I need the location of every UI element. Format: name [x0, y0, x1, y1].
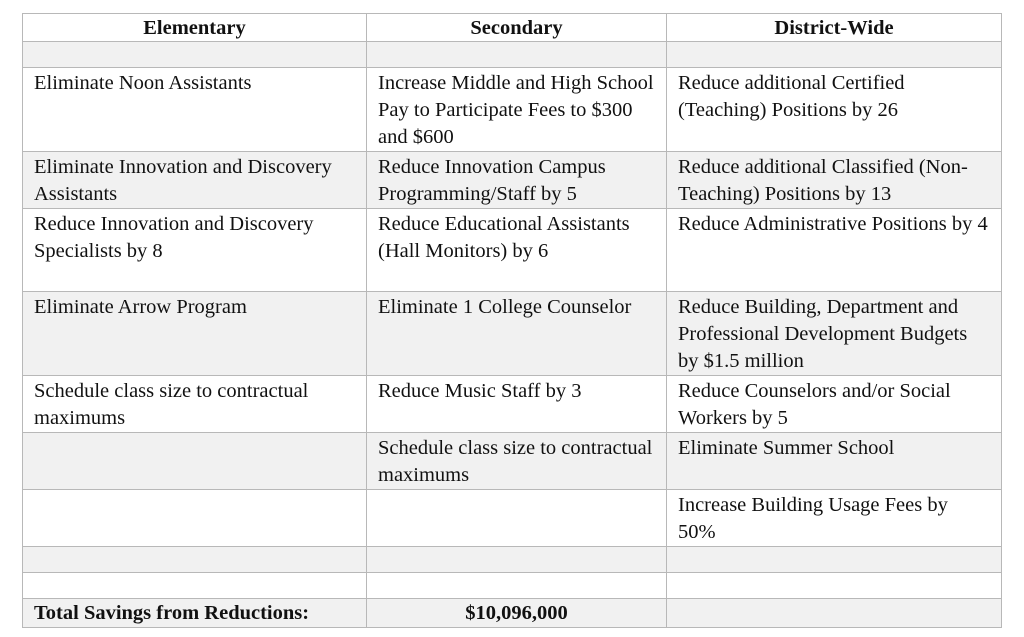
table-cell: Reduce additional Certified (Teaching) Positions by 26 [667, 68, 1002, 152]
table-cell: Reduce Innovation and Discovery Specialists by 8 [23, 209, 367, 292]
table-cell: Increase Building Usage Fees by 50% [667, 490, 1002, 547]
table-row [23, 490, 1002, 547]
table-cell: Reduce Building, Department and Professional Development Budgets by $1.5 million [667, 292, 1002, 376]
spacer-row [23, 573, 1002, 599]
table-cell: Reduce Counselors and/or Social Workers by 5 [667, 376, 1002, 433]
table-cell: Reduce Innovation Campus Programming/Staff by 5 [367, 152, 667, 209]
table-cell: Reduce Educational Assistants (Hall Monitors) by 6 [367, 209, 667, 292]
table-cell [367, 547, 667, 573]
table-cell [667, 599, 1002, 628]
table-cell [667, 573, 1002, 599]
table-cell [367, 573, 667, 599]
budget-reductions-table [22, 13, 1002, 628]
table-cell: Schedule class size to contractual maximums [23, 376, 367, 433]
total-label: Total Savings from Reductions: [23, 599, 367, 628]
table-cell: Reduce Administrative Positions by 4 [667, 209, 1002, 292]
table-cell: Eliminate 1 College Counselor [367, 292, 667, 376]
table-cell: Reduce additional Classified (Non-Teaching) Positions by 13 [667, 152, 1002, 209]
spacer-row [23, 547, 1002, 573]
column-header-secondary: Secondary [367, 14, 667, 42]
table-row [23, 152, 1002, 209]
table-cell [23, 42, 367, 68]
total-row [23, 599, 1002, 628]
table-row [23, 292, 1002, 376]
table-cell: Eliminate Innovation and Discovery Assistants [23, 152, 367, 209]
table-cell [23, 490, 367, 547]
header-row [23, 14, 1002, 42]
table-row [23, 209, 1002, 292]
table-cell [23, 433, 367, 490]
table-cell [667, 547, 1002, 573]
table-cell [23, 573, 367, 599]
table-cell [367, 490, 667, 547]
total-value: $10,096,000 [367, 599, 667, 628]
spacer-row [23, 42, 1002, 68]
table-cell [667, 42, 1002, 68]
table-cell [23, 547, 367, 573]
table-row [23, 376, 1002, 433]
table-row [23, 68, 1002, 152]
table-cell: Eliminate Arrow Program [23, 292, 367, 376]
table-cell: Reduce Music Staff by 3 [367, 376, 667, 433]
table-cell [367, 42, 667, 68]
column-header-elementary: Elementary [23, 14, 367, 42]
table-row [23, 433, 1002, 490]
table-cell: Eliminate Summer School [667, 433, 1002, 490]
table-cell: Eliminate Noon Assistants [23, 68, 367, 152]
table-cell: Schedule class size to contractual maximums [367, 433, 667, 490]
column-header-district-wide: District-Wide [667, 14, 1002, 42]
table-cell: Increase Middle and High School Pay to Participate Fees to $300 and $600 [367, 68, 667, 152]
